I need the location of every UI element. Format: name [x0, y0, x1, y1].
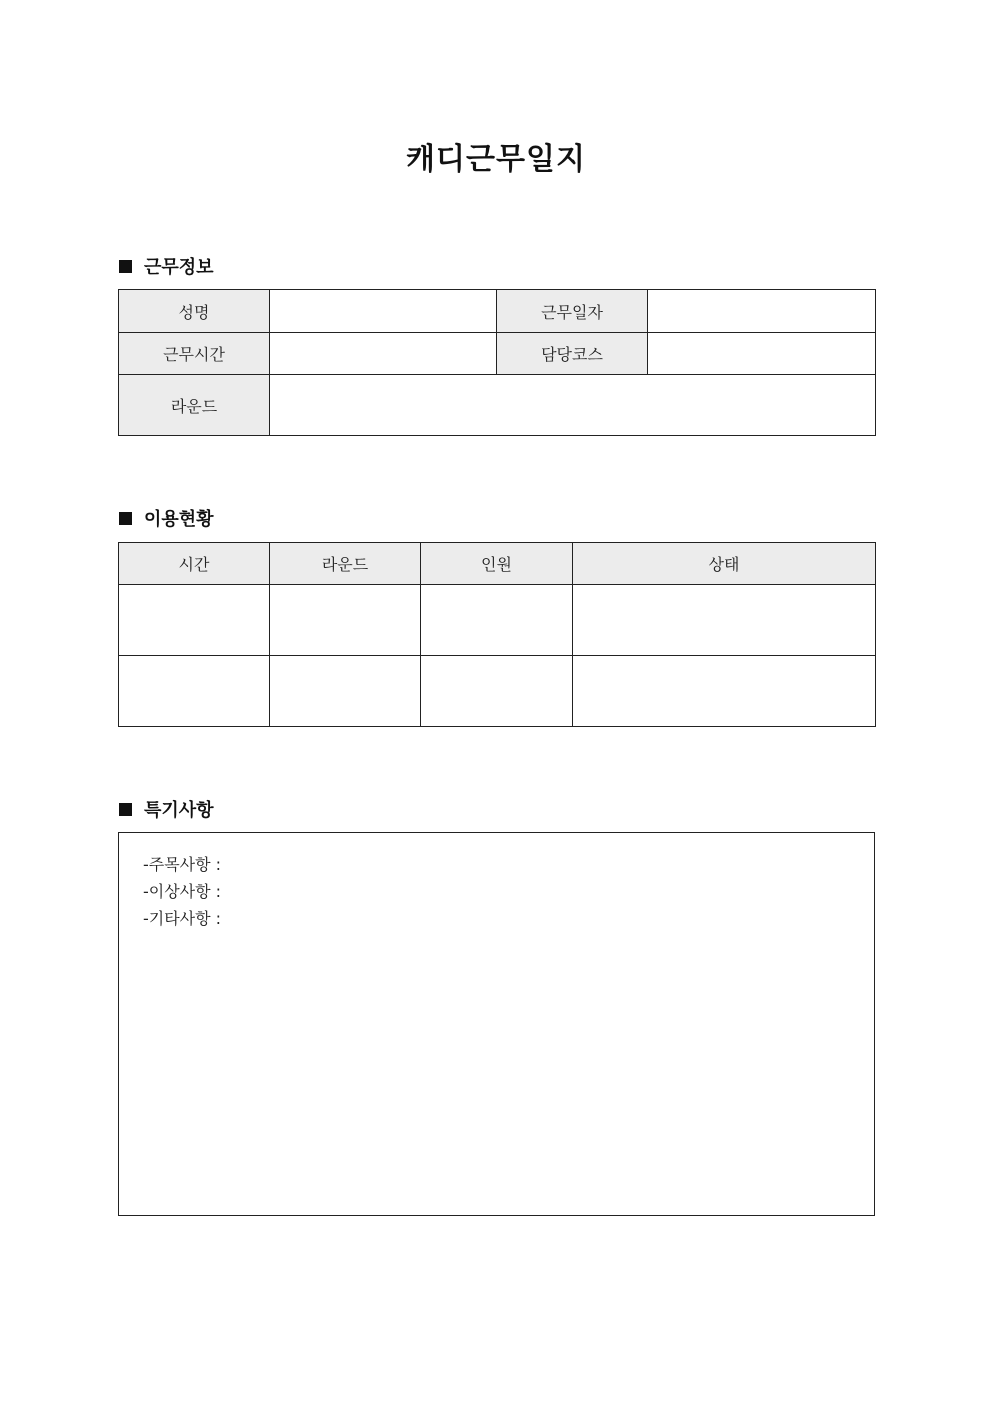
round-field[interactable] [270, 375, 876, 436]
course-label: 담당코스 [497, 333, 648, 375]
note-item-issues: -이상사항 : [143, 882, 222, 901]
status-cell[interactable] [573, 656, 876, 727]
section-heading-label: 특기사항 [144, 800, 214, 821]
square-bullet-icon [119, 803, 132, 816]
round-cell[interactable] [270, 656, 421, 727]
work-time-label: 근무시간 [119, 333, 270, 375]
column-header-round: 라운드 [270, 543, 421, 585]
course-field[interactable] [648, 333, 876, 375]
round-label: 라운드 [119, 375, 270, 436]
column-header-status: 상태 [573, 543, 876, 585]
page-title: 캐디근무일지 [406, 142, 586, 177]
column-header-people: 인원 [421, 543, 573, 585]
people-cell[interactable] [421, 585, 573, 656]
name-label: 성명 [119, 290, 270, 333]
section-heading-work-info [119, 253, 214, 279]
table-row [119, 656, 876, 727]
table-row [119, 585, 876, 656]
square-bullet-icon [119, 260, 132, 273]
note-item-other: -기타사항 : [143, 909, 222, 928]
work-time-field[interactable] [270, 333, 497, 375]
notes-list [119, 833, 874, 932]
round-cell[interactable] [270, 585, 421, 656]
section-heading-notes [119, 796, 214, 822]
notes-box[interactable] [118, 832, 875, 1216]
section-heading-label: 근무정보 [144, 257, 214, 278]
work-date-label: 근무일자 [497, 290, 648, 333]
column-header-time: 시간 [119, 543, 270, 585]
time-cell[interactable] [119, 585, 270, 656]
section-heading-label: 이용현황 [144, 509, 214, 530]
usage-table [118, 542, 876, 727]
name-field[interactable] [270, 290, 497, 333]
square-bullet-icon [119, 512, 132, 525]
section-heading-usage [119, 505, 214, 531]
note-item-attention: -주목사항 : [143, 855, 222, 874]
people-cell[interactable] [421, 656, 573, 727]
status-cell[interactable] [573, 585, 876, 656]
work-info-table [118, 289, 876, 436]
time-cell[interactable] [119, 656, 270, 727]
work-date-field[interactable] [648, 290, 876, 333]
